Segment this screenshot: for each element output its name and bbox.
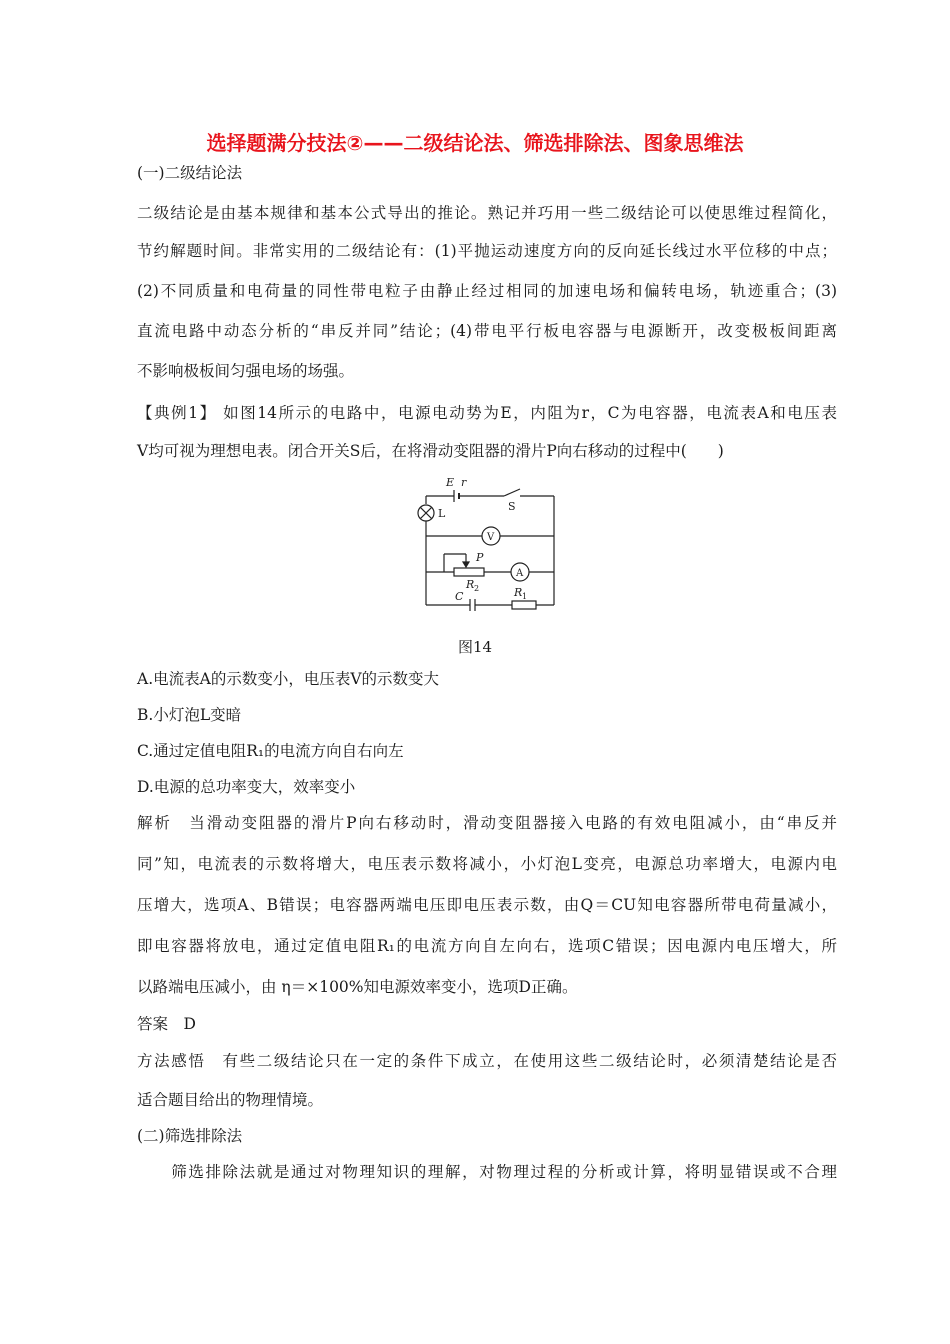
label-r2: R [466, 578, 475, 591]
rheostat-symbol [454, 568, 484, 576]
section1-heading: (一)二级结论法 [137, 164, 243, 182]
section1-para-line: 不影响极板间匀强电场的场强。 [137, 362, 355, 380]
label-r1-sub: 1 [522, 592, 528, 601]
page-title: 选择题满分技法②——二级结论法、筛选排除法、图象思维法 [206, 131, 744, 155]
circuit-diagram [408, 474, 558, 614]
figure-caption: 图14 [457, 638, 493, 656]
label-r: r [461, 476, 467, 489]
label-s: S [508, 500, 516, 513]
option-c: C.通过定值电阻R₁的电流方向自右向左 [137, 742, 404, 760]
section1-para-line: 二级结论是由基本规律和基本公式导出的推论。熟记并巧用一些二级结论可以使思维过程简化， [137, 204, 837, 222]
example-stem-line: V均可视为理想电表。闭合开关S后，在将滑动变阻器的滑片P向右移动的过程中( ) [137, 442, 724, 460]
label-e: E [446, 476, 455, 489]
method-line: 适合题目给出的物理情境。 [137, 1091, 324, 1109]
analysis-line: 解析 当滑动变阻器的滑片P向右移动时，滑动变阻器接入电路的有效电阻减小，由“串反并 [137, 814, 837, 832]
answer: 答案 D [137, 1015, 196, 1033]
resistor-r1-symbol [512, 601, 536, 609]
label-r1: R [514, 586, 523, 599]
method-line: 方法感悟 有些二级结论只在一定的条件下成立，在使用这些二级结论时，必须清楚结论是否 [137, 1052, 837, 1070]
section2-para-line: 筛选排除法就是通过对物理知识的理解，对物理过程的分析或计算，将明显错误或不合理 [137, 1163, 837, 1181]
label-l: L [438, 507, 446, 520]
example-stem-line: 【典例1】 如图14所示的电路中，电源电动势为E，内阻为r，C为电容器，电流表A和电压表 [137, 404, 837, 422]
section2-heading: (二)筛选排除法 [137, 1127, 243, 1145]
label-c: C [455, 590, 464, 603]
switch-blade [504, 489, 520, 496]
label-a: A [516, 568, 524, 579]
analysis-line: 压增大，选项A、B错误；电容器两端电压即电压表示数，由Q＝CU知电容器所带电荷量减小， [137, 896, 837, 914]
analysis-line: 同”知，电流表的示数将增大，电压表示数将减小，小灯泡L变亮，电源总功率增大，电源内电 [137, 855, 837, 873]
option-d: D.电源的总功率变大，效率变小 [137, 778, 356, 796]
option-a: A.电流表A的示数变小，电压表V的示数变大 [137, 670, 440, 688]
section1-para-line: 节约解题时间。非常实用的二级结论有：(1)平抛运动速度方向的反向延长线过水平位移的中点； [137, 242, 837, 260]
analysis-line: 以路端电压减小，由 η＝×100%知电源效率变小，选项D正确。 [137, 978, 578, 996]
label-r2-sub: 2 [474, 584, 480, 593]
option-b: B.小灯泡L变暗 [137, 706, 242, 724]
section1-para-line: 直流电路中动态分析的“串反并同”结论；(4)带电平行板电容器与电源断开，改变极板间距离 [137, 322, 837, 340]
label-v: V [487, 532, 495, 543]
analysis-line: 即电容器将放电，通过定值电阻R₁的电流方向自左向右，选项C错误；因电源内电压增大，所 [137, 937, 837, 955]
section1-para-line: (2)不同质量和电荷量的同性带电粒子由静止经过相同的加速电场和偏转电场，轨迹重合；(3) [137, 282, 837, 300]
label-p: P [476, 551, 484, 564]
